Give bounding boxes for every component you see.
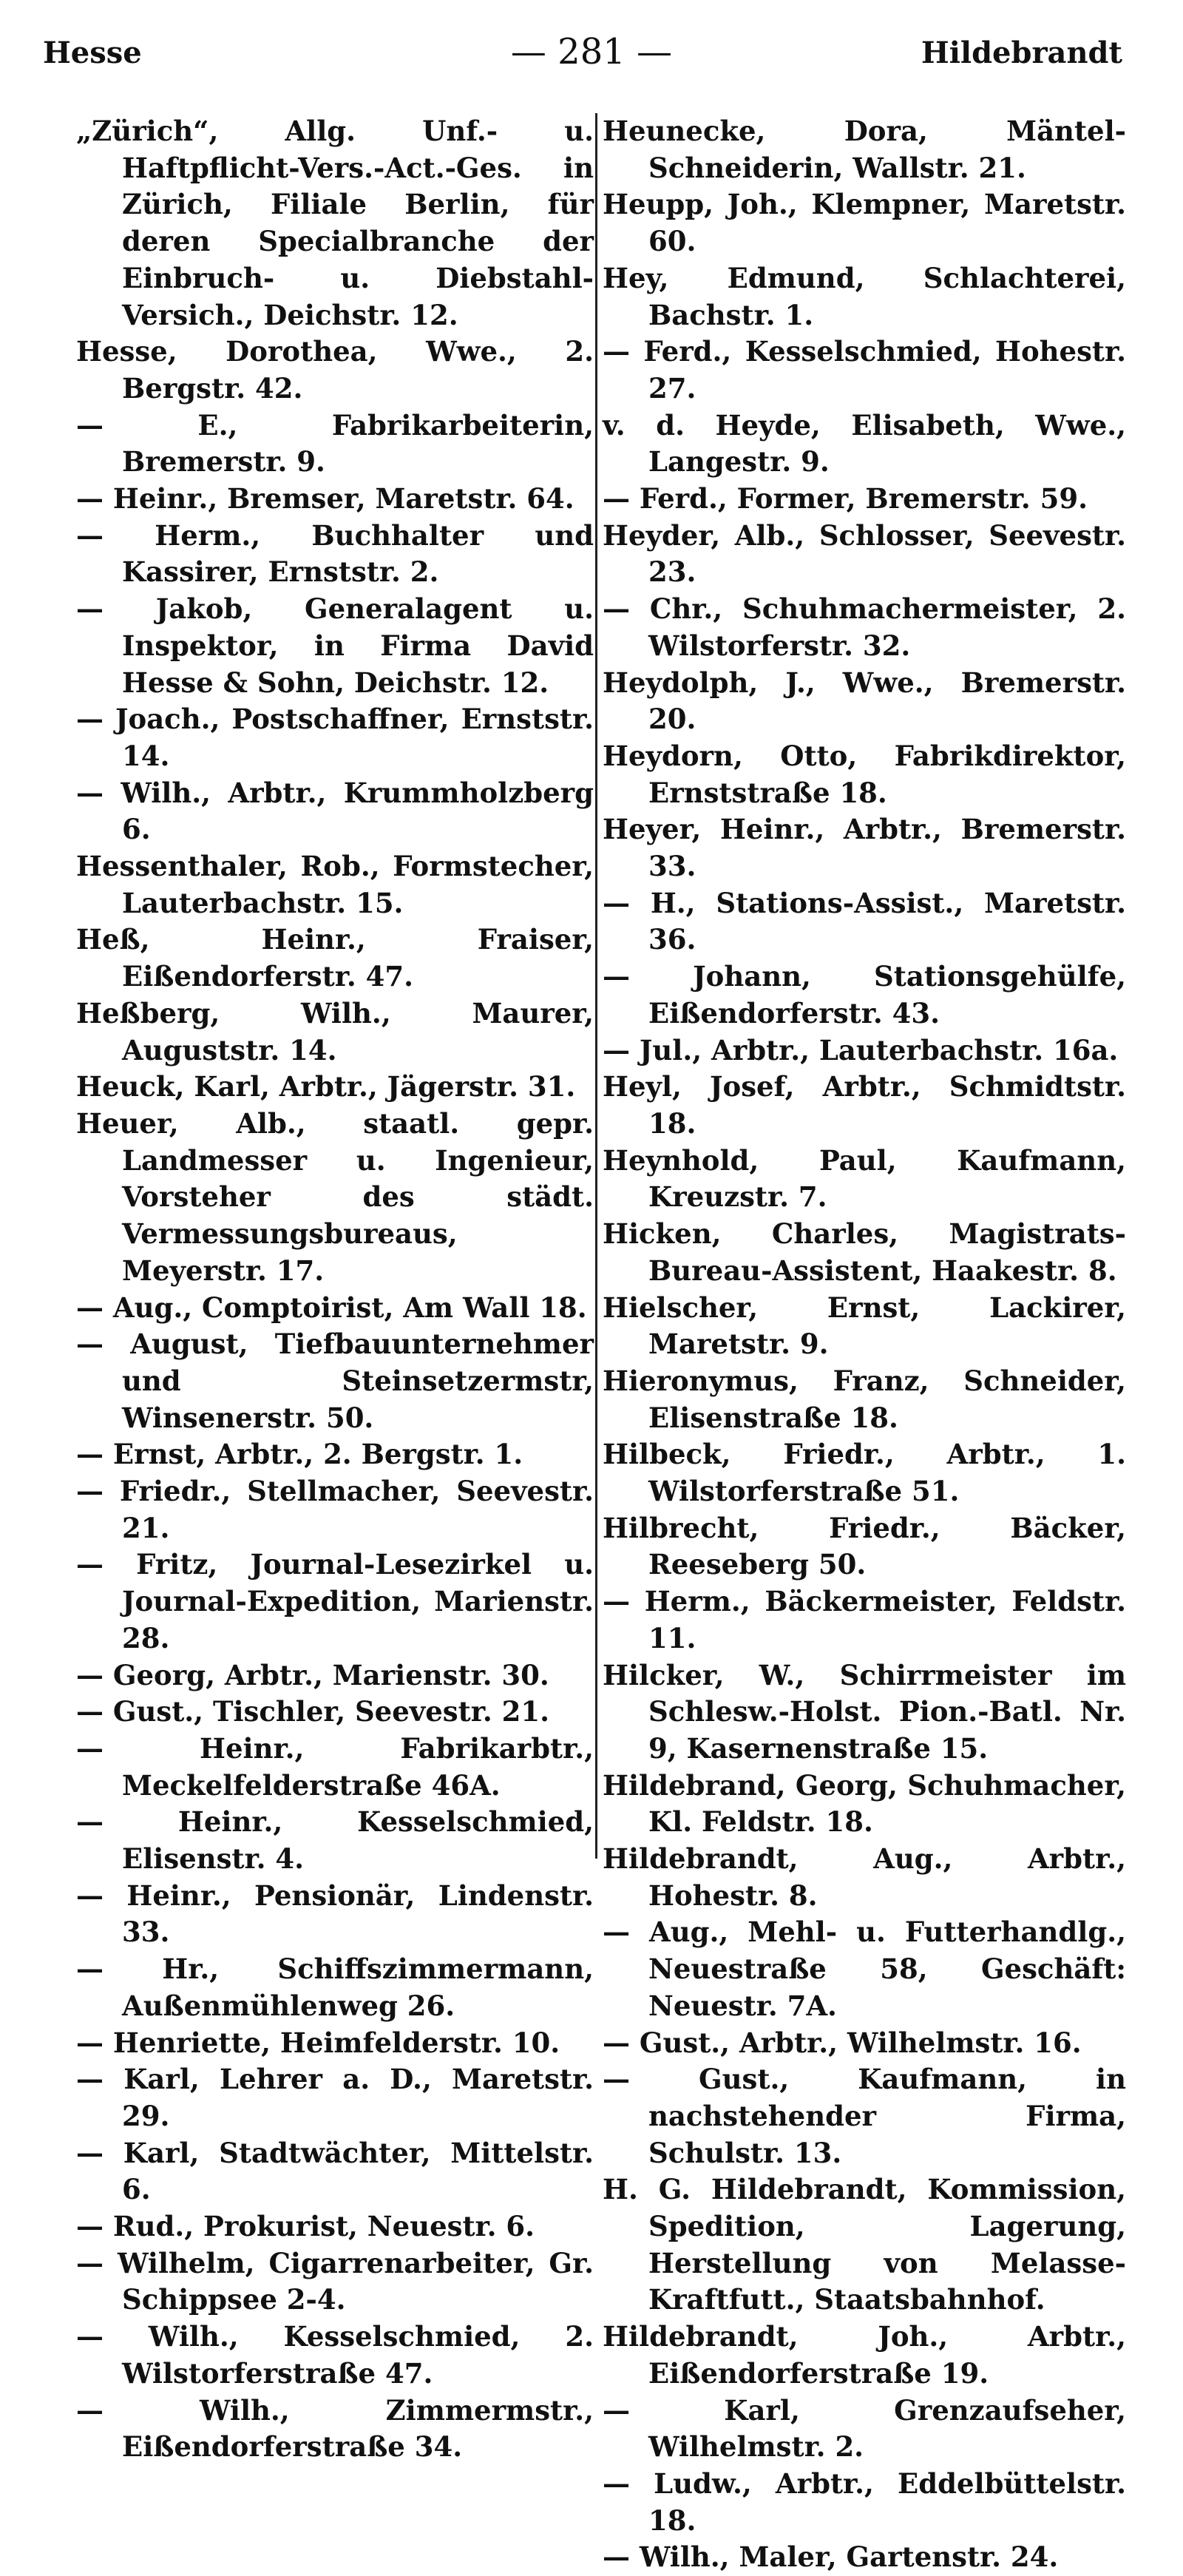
directory-entry: — Henriette, Heimfelderstr. 10.: [76, 2026, 560, 2059]
directory-entry: — Heinr., Fabrikarbtr., Meckelfelderstraße 46A.: [76, 1731, 594, 1802]
directory-entry: Heyl, Josef, Arbtr., Schmidtstr. 18.: [603, 1070, 1126, 1140]
directory-entry: — E., Fabrikarbeiterin, Bremerstr. 9.: [76, 408, 594, 479]
directory-entry: Heß, Heinr., Fraiser, Eißendorferstr. 47.: [76, 923, 594, 993]
directory-entry: Hildebrandt, Joh., Arbtr., Eißendorferstraße 19.: [603, 2320, 1126, 2390]
directory-entry: Heydolph, J., Wwe., Bremerstr. 20.: [603, 666, 1126, 736]
directory-entry: — Aug., Mehl- u. Futterhandlg., Neuestraße 58, Geschäft: Neuestr. 7A.: [603, 1916, 1126, 2022]
directory-entry: — Ferd., Kesselschmied, Hohestr. 27.: [603, 335, 1126, 405]
directory-entry: Heunecke, Dora, Mäntel-Schneiderin, Wallstr. 21.: [603, 115, 1126, 184]
directory-entry: — Rud., Prokurist, Neuestr. 6.: [76, 2210, 535, 2243]
directory-entry: Hilbrecht, Friedr., Bäcker, Reeseberg 50.: [603, 1511, 1126, 1581]
directory-entry: Heyer, Heinr., Arbtr., Bremerstr. 33.: [603, 813, 1126, 883]
directory-entry: Hilcker, W., Schirrmeister im Schlesw.-Holst. Pion.-Batl. Nr. 9, Kasernenstraße 15.: [603, 1658, 1126, 1765]
directory-entry: H. G. Hildebrandt, Kommission, Spedition, Lagerung, Herstellung von Melasse-Kraftfutt., Staatsbahnhof.: [603, 2173, 1126, 2316]
directory-entry: Heynhold, Paul, Kaufmann, Kreuzstr. 7.: [603, 1143, 1126, 1214]
directory-entry: — H., Stations-Assist., Maretstr. 36.: [603, 886, 1126, 956]
directory-entry: — Ernst, Arbtr., 2. Bergstr. 1.: [76, 1438, 523, 1471]
directory-entry: Hilbeck, Friedr., Arbtr., 1. Wilstorferstraße 51.: [603, 1438, 1126, 1508]
directory-entry: — Wilh., Maler, Gartenstr. 24.: [603, 2540, 1059, 2574]
directory-entry: — Wilhelm, Cigarrenarbeiter, Gr. Schippsee 2-4.: [76, 2246, 594, 2316]
directory-entry: — Georg, Arbtr., Marienstr. 30.: [76, 1658, 549, 1691]
page-number: — 281 —: [510, 31, 673, 72]
directory-entry: Hicken, Charles, Magistrats-Bureau-Assistent, Haakestr. 8.: [603, 1217, 1126, 1287]
directory-entry: — Ferd., Former, Bremerstr. 59.: [603, 482, 1088, 515]
directory-entry: Hildebrand, Georg, Schuhmacher, Kl. Feldstr. 18.: [603, 1768, 1126, 1839]
directory-entry: — Joach., Postschaffner, Ernststr. 14.: [76, 703, 594, 772]
directory-entry: — Gust., Tischler, Seevestr. 21.: [76, 1695, 549, 1728]
directory-entry: — Heinr., Bremser, Maretstr. 64.: [76, 482, 574, 515]
directory-entry: — Heinr., Pensionär, Lindenstr. 33.: [76, 1879, 594, 1949]
directory-entry: — Ludw., Arbtr., Eddelbüttelstr. 18.: [603, 2467, 1126, 2537]
directory-entry: — Gust., Arbtr., Wilhelmstr. 16.: [603, 2026, 1082, 2059]
directory-entry: „Zürich“, Allg. Unf.- u. Haftpflicht-Vers.-Act.-Ges. in Zürich, Filiale Berlin, für deren Specialbranche der Einbruch- u. Diebstahl-Versich., Deichstr. 12.: [76, 115, 594, 331]
directory-entry: Heyder, Alb., Schlosser, Seevestr. 23.: [603, 518, 1126, 589]
directory-entry: — Herm., Bäckermeister, Feldstr. 11.: [603, 1585, 1126, 1654]
right-column: [603, 113, 1126, 2576]
directory-entry: — Heinr., Kesselschmied, Elisenstr. 4.: [76, 1805, 594, 1876]
directory-entry: — Fritz, Journal-Lesezirkel u. Journal-Expedition, Marienstr. 28.: [76, 1548, 594, 1654]
directory-entry: Heuer, Alb., staatl. gepr. Landmesser u. Ingenieur, Vorsteher des städt. Vermessungsbureaus, Meyerstr. 17.: [76, 1106, 594, 1287]
left-column: [76, 113, 594, 2466]
directory-entry: — Wilh., Zimmermstr., Eißendorferstraße 34.: [76, 2393, 594, 2464]
directory-entry: — Karl, Grenzaufseher, Wilhelmstr. 2.: [603, 2393, 1126, 2464]
running-head-left: Hesse: [43, 36, 142, 70]
directory-entry: — Herm., Buchhalter und Kassirer, Ernststr. 2.: [76, 518, 594, 589]
directory-entry: — Jakob, Generalagent u. Inspektor, in Firma David Hesse & Sohn, Deichstr. 12.: [76, 592, 594, 699]
directory-entry: v. d. Heyde, Elisabeth, Wwe., Langestr. 9.: [603, 408, 1126, 479]
directory-entry: Heydorn, Otto, Fabrikdirektor, Ernststraße 18.: [603, 739, 1126, 809]
directory-entry: — Chr., Schuhmachermeister, 2. Wilstorferstr. 32.: [603, 592, 1126, 662]
directory-entry: Heßberg, Wilh., Maurer, Auguststr. 14.: [76, 996, 594, 1066]
directory-entry: — Karl, Lehrer a. D., Maretstr. 29.: [76, 2063, 594, 2132]
directory-entry: Hildebrandt, Aug., Arbtr., Hohestr. 8.: [603, 1842, 1126, 1912]
directory-entry: — Wilh., Arbtr., Krummholzberg 6.: [76, 776, 594, 846]
running-head-right: Hildebrandt: [921, 36, 1122, 70]
directory-entry: Hielscher, Ernst, Lackirer, Maretstr. 9.: [603, 1291, 1126, 1361]
directory-entry: — Aug., Comptoirist, Am Wall 18.: [76, 1291, 587, 1324]
directory-entry: Heupp, Joh., Klempner, Maretstr. 60.: [603, 188, 1126, 258]
directory-entry: Hessenthaler, Rob., Formstecher, Lauterbachstr. 15.: [76, 850, 594, 919]
directory-entry: Heuck, Karl, Arbtr., Jägerstr. 31.: [76, 1070, 576, 1103]
directory-entry: — Jul., Arbtr., Lauterbachstr. 16a.: [603, 1033, 1119, 1066]
directory-entry: — Gust., Kaufmann, in nachstehender Firma, Schulstr. 13.: [603, 2063, 1126, 2169]
directory-entry: Hieronymus, Franz, Schneider, Elisenstraße 18.: [603, 1364, 1126, 1434]
directory-entry: — Karl, Stadtwächter, Mittelstr. 6.: [76, 2136, 594, 2206]
directory-entry: — Johann, Stationsgehülfe, Eißendorferstr. 43.: [603, 960, 1126, 1030]
directory-entry: — Hr., Schiffszimmermann, Außenmühlenweg 26.: [76, 1953, 594, 2022]
directory-entry: Hey, Edmund, Schlachterei, Bachstr. 1.: [603, 261, 1126, 331]
directory-entry: Hesse, Dorothea, Wwe., 2. Bergstr. 42.: [76, 335, 594, 405]
directory-entry: — August, Tiefbauunternehmer und Steinsetzermstr, Winsenerstr. 50.: [76, 1328, 594, 1434]
column-divider: [595, 113, 597, 1859]
directory-entry: — Friedr., Stellmacher, Seevestr. 21.: [76, 1475, 594, 1544]
directory-entry: — Wilh., Kesselschmied, 2. Wilstorferstraße 47.: [76, 2320, 594, 2390]
